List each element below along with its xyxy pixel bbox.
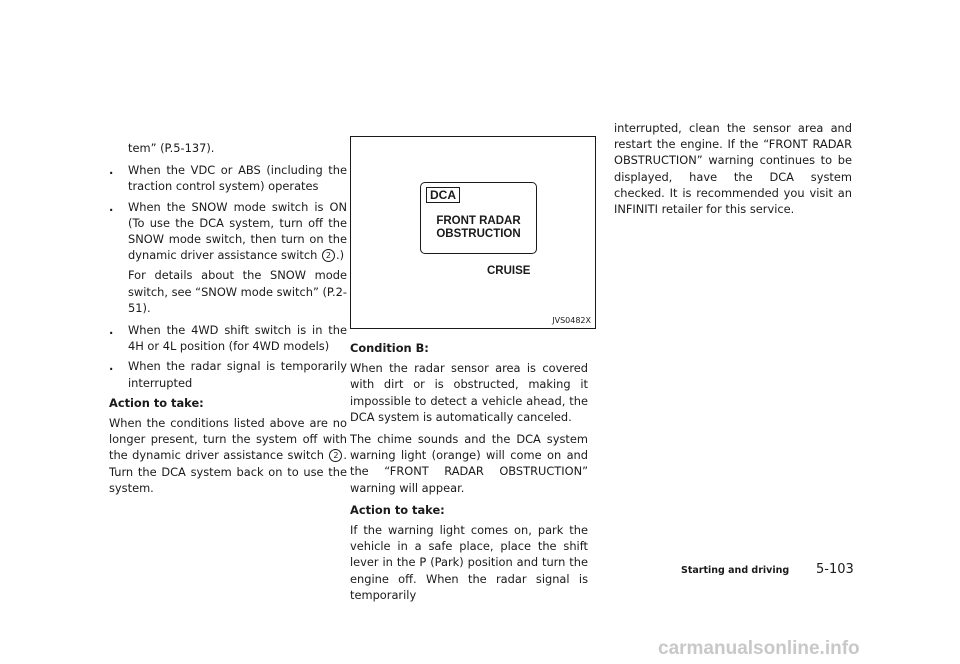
list-item-text-end: .) — [335, 248, 345, 263]
continued-text: tem” (P.5-137). — [128, 141, 215, 155]
bullet-mark: . — [109, 163, 114, 178]
column-right — [614, 120, 852, 223]
bullet-mark: . — [109, 323, 114, 338]
action-heading: Action to take: — [109, 395, 204, 410]
warning-line-2: OBSTRUCTION — [436, 228, 521, 240]
circled-number-icon: 2 — [322, 249, 335, 262]
list-item — [109, 162, 347, 194]
list-item-text: When the VDC or ABS (including the traction control system) operates — [128, 163, 347, 194]
page-number: 5-103 — [816, 562, 854, 577]
circled-number-icon: 2 — [329, 449, 342, 462]
column-left — [109, 140, 347, 502]
list-item-text: When the SNOW mode switch is ON (To use the DCA system, turn off the SNOW mode switch, then turn on the dynamic driver assistance switch — [128, 199, 347, 263]
footer-section-title: Starting and driving — [681, 565, 790, 576]
action-heading: Action to take: — [350, 502, 445, 517]
column-middle — [350, 338, 588, 609]
action-text — [109, 415, 347, 496]
bullet-mark: . — [109, 199, 114, 214]
watermark: carmanualsonline.info — [658, 638, 860, 659]
list-item — [109, 358, 347, 390]
list-item — [109, 322, 347, 354]
paragraph: The chime sounds and the DCA system warning light (orange) will come on and the “FRONT RADAR OBSTRUCTION” warning will appear. — [350, 432, 588, 495]
bullet-mark: . — [109, 359, 114, 374]
warning-message — [421, 215, 536, 241]
paragraph: When the radar sensor area is covered with dirt or is obstructed, making it impossible to detect a vehicle ahead, the DCA system is automatically canceled. — [350, 361, 588, 424]
paragraph: If the warning light comes on, park the vehicle in a safe place, place the shift lever in the P (Park) position and turn the engine off. When the radar signal is temporarily — [350, 523, 588, 602]
cruise-indicator: CRUISE — [487, 265, 531, 277]
paragraph: interrupted, clean the sensor area and restart the engine. If the “FRONT RADAR OBSTRUCTION” warning continues to be displayed, have the DCA system checked. It is recommended you visit an INFINITI retailer for this service. — [614, 121, 852, 217]
list-item — [109, 199, 347, 264]
list-item-text: When the 4WD shift switch is in the 4H or 4L position (for 4WD models) — [128, 323, 347, 354]
action-text-b: . Turn the DCA system back on to use the system. — [109, 448, 347, 495]
snow-details-text: For details about the SNOW mode switch, see “SNOW mode switch” (P.2-51). — [128, 268, 348, 315]
figure-code: JVS0482X — [552, 316, 591, 325]
list-item-text: When the radar signal is temporarily interrupted — [128, 359, 347, 390]
dca-badge: DCA — [426, 187, 460, 203]
warning-line-1: FRONT RADAR — [436, 215, 521, 227]
dca-warning-figure — [350, 136, 596, 329]
action-text-a: When the conditions listed above are no longer present, turn the system off with the dynamic driver assistance switch — [109, 416, 347, 463]
condition-heading: Condition B: — [350, 341, 429, 355]
warning-display-panel — [420, 182, 537, 254]
